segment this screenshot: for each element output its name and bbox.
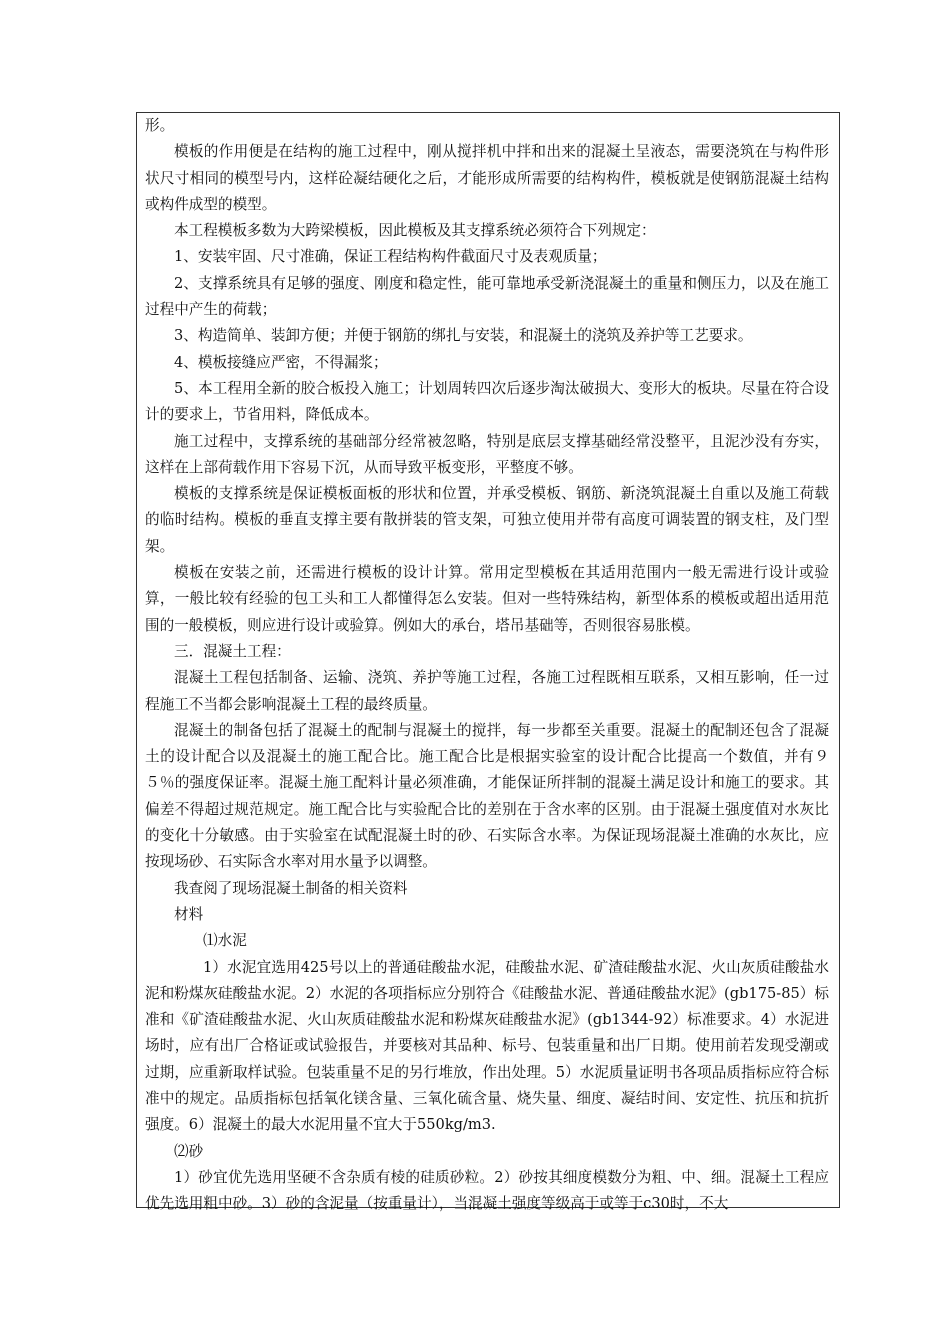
paragraph: 1）水泥宜选用425号以上的普通硅酸盐水泥，硅酸盐水泥、矿渣硅酸盐水泥、火山灰质硅酸盐水泥和粉煤灰硅酸盐水泥。2）水泥的各项指标应分别符合《硅酸盐水泥、普通硅酸盐水泥》(gb175-85）标准和《矿渣硅酸盐水泥、火山灰质硅酸盐水泥和粉煤灰硅酸盐水泥》(gb1344-92）标准要求。4）水泥进场时，应有出厂合格证或试验报告，并要核对其品种、标号、包装重量和出厂日期。使用前若发现受潮或过期，应重新取样试验。包装重量不足的另行堆放，作出处理。5）水泥质量证明书各项品质指标应符合标准中的规定。品质指标包括氧化镁含量、三氧化硫含量、烧失量、细度、凝结时间、安定性、抗压和抗折强度。6）混凝土的最大水泥用量不宜大于550kg/m3.	[145, 958, 829, 1134]
paragraph: 我查阅了现场混凝土制备的相关资料	[174, 879, 408, 897]
paragraph: 混凝土工程包括制备、运输、浇筑、养护等施工过程，各施工过程既相互联系，又相互影响，任一过程施工不当都会影响混凝土工程的最终质量。	[145, 669, 829, 713]
paragraph: 形。	[145, 117, 175, 134]
subheading-materials: 材料	[174, 905, 204, 923]
paragraph: 3、构造简单、装卸方便；并便于钢筋的绑扎与安装，和混凝土的浇筑及养护等工艺要求。	[174, 327, 753, 345]
section-heading: 三．混凝土工程：	[174, 642, 291, 660]
paragraph: 模板的支撑系统是保证模板面板的形状和位置，并承受模板、钢筋、新浇筑混凝土自重以及施工荷载的临时结构。模板的垂直支撑主要有散拼装的管支架，可独立使用并带有高度可调装置的钢支柱，及门型架。	[145, 485, 829, 555]
paragraph: 模板在安装之前，还需进行模板的设计计算。常用定型模板在其适用范围内一般无需进行设计或验算，一般比较有经验的包工头和工人都懂得怎么安装。但对一些特殊结构，新型体系的模板或超出适用范围的一般模板，则应进行设计或验算。例如大的承台，塔吊基础等，否则很容易胀模。	[145, 564, 829, 634]
paragraph: 5、本工程用全新的胶合板投入施工；计划周转四次后逐步淘汰破损大、变形大的板块。尽量在符合设计的要求上，节省用料，降低成本。	[145, 379, 829, 424]
paragraph: 本工程模板多数为大跨梁模板，因此模板及其支撑系统必须符合下列规定：	[174, 222, 656, 240]
subheading-sand: ⑵砂	[174, 1142, 204, 1160]
paragraph: 1）砂宜优先选用坚硬不含杂质有棱的硅质砂粒。2）砂按其细度模数分为粗、中、细。混凝土工程应优先选用粗中砂。3）砂的含泥量（按重量计），当混凝土强度等级高于或等于c30时，不大	[145, 1168, 829, 1213]
paragraph: 模板的作用便是在结构的施工过程中，刚从搅拌机中拌和出来的混凝土呈液态，需要浇筑在与构件形状尺寸相同的模型号内，这样砼凝结硬化之后，才能形成所需要的结构构件，模板就是使钢筋混凝土结构或构件成型的模型。	[145, 143, 829, 213]
subheading-cement: ⑴水泥	[203, 932, 247, 950]
document-body	[145, 113, 829, 1217]
paragraph: 4、模板接缝应严密，不得漏浆；	[174, 353, 388, 371]
paragraph: 2、支撑系统具有足够的强度、刚度和稳定性，能可靠地承受新浇混凝土的重量和侧压力，以及在施工过程中产生的荷载；	[145, 274, 829, 319]
paragraph: 混凝土的制备包括了混凝土的配制与混凝土的搅拌，每一步都至关重要。混凝土的配制还包含了混凝土的设计配合以及混凝土的施工配合比。施工配合比是根据实验室的设计配合比提高一个数值，并有９５％的强度保证率。混凝土施工配料计量必须准确，才能保证所拌制的混凝土满足设计和施工的要求。其偏差不得超过规范规定。施工配合比与实验配合比的差别在于含水率的区别。由于混凝土强度值对水灰比的变化十分敏感。由于实验室在试配混凝土时的砂、石实际含水率。为保证现场混凝土准确的水灰比，应按现场砂、石实际含水率对用水量予以调整。	[145, 721, 829, 871]
document-frame	[136, 112, 840, 1213]
paragraph: 施工过程中，支撑系统的基础部分经常被忽略，特别是底层支撑基础经常没整平，且泥沙没有夯实，这样在上部荷载作用下容易下沉，从而导致平板变形，平整度不够。	[145, 432, 829, 476]
paragraph: 1、安装牢固、尺寸准确，保证工程结构构件截面尺寸及表观质量；	[174, 248, 607, 266]
